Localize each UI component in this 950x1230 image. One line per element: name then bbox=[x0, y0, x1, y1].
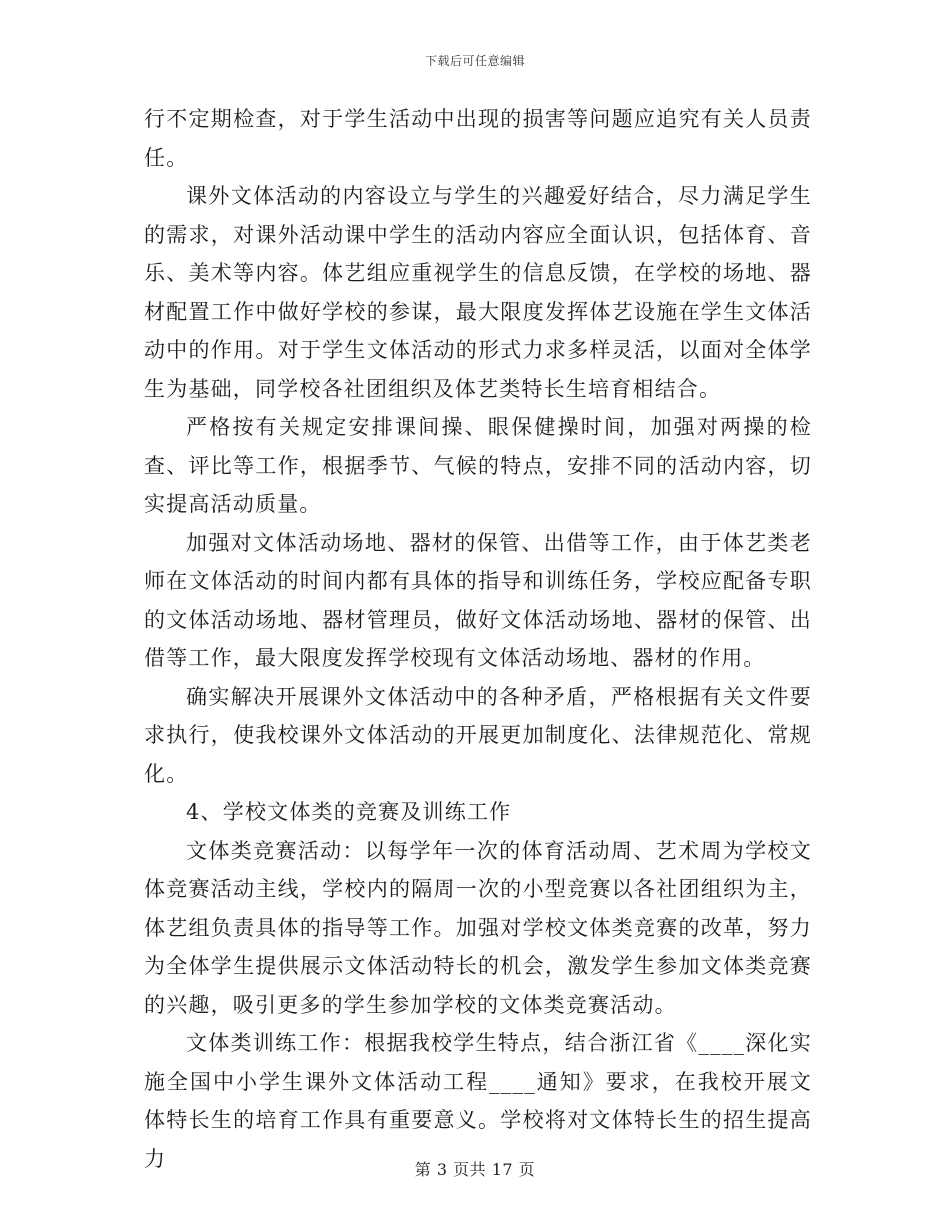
paragraph: 严格按有关规定安排课间操、眼保健操时间，加强对两操的检查、评比等工作，根据季节、气候的特点，安排不同的活动内容，切实提高活动质量。 bbox=[144, 415, 812, 516]
paragraph: 加强对文体活动场地、器材的保管、出借等工作，由于体艺类老师在文体活动的时间内都有具体的指导和训练任务，学校应配备专职的文体活动场地、器材管理员，做好文体活动场地、器材的保管、出借等工作，最大限度发挥学校现有文体活动场地、器材的作用。 bbox=[144, 530, 812, 670]
paragraph: 文体类竞赛活动：以每学年一次的体育活动周、艺术周为学校文体竞赛活动主线，学校内的隔周一次的小型竞赛以各社团组织为主，体艺组负责具体的指导等工作。加强对学校文体类竞赛的改革，努力为全体学生提供展示文体活动特长的机会，激发学生参加文体类竞赛的兴趣，吸引更多的学生参加学校的文体类竞赛活动。 bbox=[144, 838, 812, 1017]
page-footer: 第 3 页共 17 页 bbox=[414, 1160, 536, 1179]
paragraph: 确实解决开展课外文体活动中的各种矛盾，严格根据有关文件要求执行，使我校课外文体活动的开展更加制度化、法律规范化、常规化。 bbox=[144, 684, 812, 786]
paragraph: 行不定期检查，对于学生活动中出现的损害等问题应追究有关人员责任。 bbox=[144, 107, 812, 170]
paragraph: 课外文体活动的内容设立与学生的兴趣爱好结合，尽力满足学生的需求，对课外活动课中学生的活动内容应全面认识，包括体育、音乐、美术等内容。体艺组应重视学生的信息反馈，在学校的场地、器材配置工作中做好学校的参谋，最大限度发挥体艺设施在学生文体活动中的作用。对于学生文体活动的形式力求多样灵活，以面对全体学生为基础，同学校各社团组织及体艺类特长生培育相结合。 bbox=[144, 184, 812, 401]
section-heading: 4、学校文体类的竞赛及训练工作 bbox=[186, 800, 512, 824]
paragraph: 文体类训练工作：根据我校学生特点，结合浙江省《____深化实施全国中小学生课外文体活动工程____通知》要求，在我校开展文体特长生的培育工作具有重要意义。学校将对文体特长生的招生提高力 bbox=[144, 1031, 812, 1171]
document-body bbox=[144, 100, 812, 1178]
page-header: 下载后可任意编辑 bbox=[424, 54, 525, 68]
